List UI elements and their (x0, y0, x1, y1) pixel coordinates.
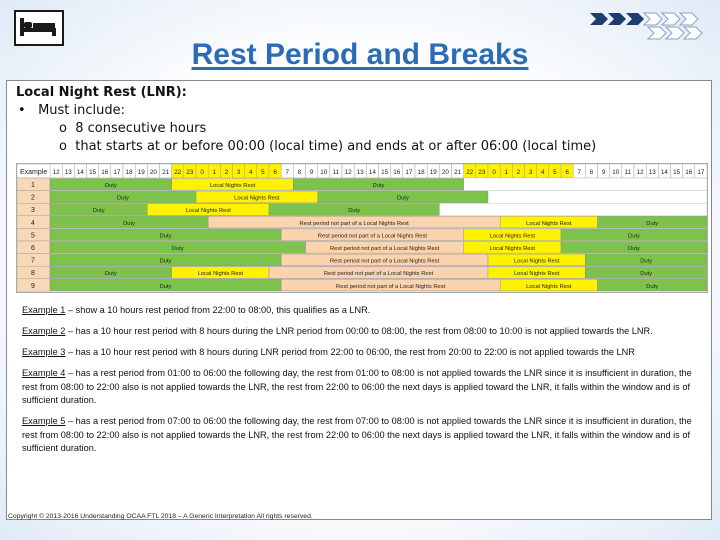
hour-tick-label: 9 (601, 169, 606, 176)
segment-label: Duty (159, 233, 172, 240)
hour-tick-label: 1 (504, 169, 509, 176)
row-label: 9 (31, 282, 35, 290)
hour-tick-label: 13 (648, 169, 656, 176)
hour-tick-label: 11 (624, 169, 632, 176)
must-include-bullet: • Must include: (18, 103, 126, 118)
segment-label: Duty (646, 220, 659, 227)
segment-label: Rest period not part of a Local Nights Rest (299, 220, 409, 227)
hour-tick-label: 19 (429, 169, 437, 176)
segment-label: Duty (628, 246, 640, 252)
hour-tick-label: 14 (368, 169, 376, 176)
segment-label: Rest period not part of a Local Nights Rest (329, 258, 440, 265)
row-label: 4 (31, 219, 35, 227)
segment-label: Local Nights Rest (526, 283, 572, 290)
segment-label: Duty (628, 233, 640, 240)
row-label: 3 (31, 207, 35, 215)
row-label: 6 (31, 245, 35, 252)
page-title: Rest Period and Breaks (191, 38, 529, 71)
hour-tick-label: 4 (248, 169, 253, 176)
segment-label: Rest period not part of a Local Nights Rest (329, 246, 440, 252)
hour-tick-label: 13 (356, 169, 364, 176)
segment-label: Local Nights Rest (197, 271, 244, 278)
hour-tick-label: 22 (466, 169, 474, 176)
hour-tick-label: 0 (200, 169, 204, 176)
hour-tick-label: 6 (565, 169, 569, 176)
timeline-svg (17, 164, 707, 292)
row-label: 2 (31, 194, 35, 202)
hour-tick-label: 3 (236, 169, 241, 176)
row-label: 1 (31, 182, 35, 189)
hour-tick-label: 5 (553, 169, 557, 176)
example-paragraph: Example 5 – has a rest period from 07:00 to 06:00 the following day, the rest from 07:00 to 08:00 is not applied towards the LNR since it is insufficient in duration, the rest from 08:00 to 22:00 also is not applied towards the LNR, the rest from 22:00 to 06:00 the next days is applied toward the LNR, it falls within the window and is of sufficient duration. (22, 416, 692, 453)
hour-tick-label: 16 (393, 169, 401, 176)
hour-tick-label: 21 (162, 169, 170, 176)
segment-label: Duty (171, 246, 184, 252)
hour-tick-label: 18 (417, 169, 425, 176)
hour-tick-label: 23 (186, 169, 194, 176)
segment-label: Local Nights Rest (526, 220, 572, 227)
hour-tick-label: 4 (540, 169, 545, 176)
hour-tick-label: 13 (64, 169, 72, 176)
requirement-item: o that starts at or before 00:00 (local time) and ends at or after 06:00 (local time) (59, 139, 597, 154)
hour-tick-label: 15 (381, 169, 389, 176)
segment-label: Duty (159, 258, 172, 265)
hour-tick-label: 15 (673, 169, 681, 176)
hour-tick-label: 22 (174, 169, 182, 176)
hour-tick-label: 16 (685, 169, 693, 176)
chevron-arrows-icon (588, 10, 706, 40)
hour-tick-label: 2 (516, 169, 521, 176)
hour-tick-label: 18 (125, 169, 133, 176)
row-label: 7 (31, 257, 35, 265)
hour-tick-label: 12 (52, 169, 60, 176)
segment-label: Local Nights Rest (513, 271, 560, 278)
segment-label: Rest period not part of a Local Nights Rest (317, 233, 428, 240)
segment-label: Local Nights Rest (489, 246, 536, 252)
hour-tick-label: 7 (285, 169, 290, 176)
segment-label: Duty (396, 195, 409, 202)
hour-tick-label: 12 (344, 169, 352, 176)
segment-label: Local Nights Rest (209, 183, 256, 189)
copyright-notice: Copyright © 2013-2016 Understanding OCAA FTL 2018 – A Generic Interpretation All rights reserved. (8, 513, 313, 520)
hour-tick-label: 11 (332, 169, 340, 176)
hour-tick-label: 21 (454, 169, 462, 176)
hour-tick-label: 17 (113, 169, 121, 176)
examples-list (22, 304, 697, 463)
hour-tick-label: 17 (405, 169, 413, 176)
hour-tick-label: 17 (697, 169, 705, 176)
lnr-timeline-chart (16, 163, 708, 293)
example-paragraph: Example 4 – has a rest period from 01:00 to 06:00 the following day, the rest from 01:00 to 08:00 is not applied towards the LNR since it is insufficient in duration, the rest from 08:00 to 22:00 also is not applied towards the LNR, the rest from 22:00 to 06:00 the next days is applied toward the LNR, it falls within the window and is of sufficient duration. (22, 368, 692, 405)
hour-tick-label: 20 (149, 169, 157, 176)
hour-tick-label: 8 (589, 169, 594, 176)
hour-tick-label: 15 (89, 169, 97, 176)
hour-tick-label: 8 (297, 169, 302, 176)
lnr-definition (16, 84, 706, 156)
segment-label: Rest period not part of a Local Nights Rest (336, 283, 446, 290)
segment-label: Duty (640, 258, 653, 265)
requirement-item: o 8 consecutive hours (59, 121, 207, 136)
hour-tick-label: 19 (137, 169, 145, 176)
segment-label: Local Nights Rest (513, 258, 560, 265)
row-label: 5 (31, 232, 35, 240)
segment-label: Rest period not part of a Local Nights Rest (323, 271, 434, 278)
segment-label: Duty (104, 271, 117, 278)
hour-tick-label: 20 (441, 169, 449, 176)
hour-tick-label: 14 (660, 169, 668, 176)
row-label: 8 (31, 270, 35, 278)
hour-tick-label: 12 (636, 169, 644, 176)
example-paragraph: Example 2 – has a 10 hour rest period with 8 hours during the LNR period from 00:00 to 08:00, the rest from 08:00 to 10:00 is not applied towards the LNR. (22, 326, 653, 336)
hour-tick-label: 9 (309, 169, 314, 176)
segment-label: Local Nights Rest (185, 208, 231, 215)
header-label: Example (20, 169, 48, 176)
segment-label: Duty (372, 183, 385, 189)
hour-tick-label: 1 (212, 169, 217, 176)
segment-label: Duty (646, 283, 659, 290)
hour-tick-label: 16 (101, 169, 109, 176)
segment-label: Duty (104, 183, 117, 189)
hour-tick-label: 6 (273, 169, 277, 176)
segment-label: Local Nights Rest (234, 195, 280, 202)
hour-tick-label: 3 (528, 169, 533, 176)
hour-tick-label: 5 (261, 169, 265, 176)
hour-tick-label: 2 (224, 169, 229, 176)
segment-label: Duty (159, 283, 172, 290)
segment-label: Duty (123, 220, 136, 227)
hour-tick-label: 10 (320, 169, 328, 176)
segment-label: Duty (117, 195, 129, 202)
lnr-heading: Local Night Rest (LNR): (16, 85, 187, 100)
segment-label: Local Nights Rest (489, 233, 536, 240)
hour-tick-label: 10 (612, 169, 620, 176)
segment-label: Duty (92, 208, 105, 215)
hour-tick-label: 23 (478, 169, 486, 176)
hour-tick-label: 7 (577, 169, 582, 176)
hour-tick-label: 0 (492, 169, 496, 176)
example-paragraph: Example 3 – has a 10 hour rest period with 8 hours during LNR period from 22:00 to 06:00, the rest from 20:00 to 22:00 is not applied towards the LNR (22, 347, 635, 357)
example-paragraph: Example 1 – show a 10 hours rest period from 22:00 to 08:00, this qualifies as a LNR. (22, 305, 371, 315)
segment-label: Duty (348, 208, 361, 215)
segment-label: Duty (640, 271, 653, 278)
hour-tick-label: 14 (76, 169, 84, 176)
